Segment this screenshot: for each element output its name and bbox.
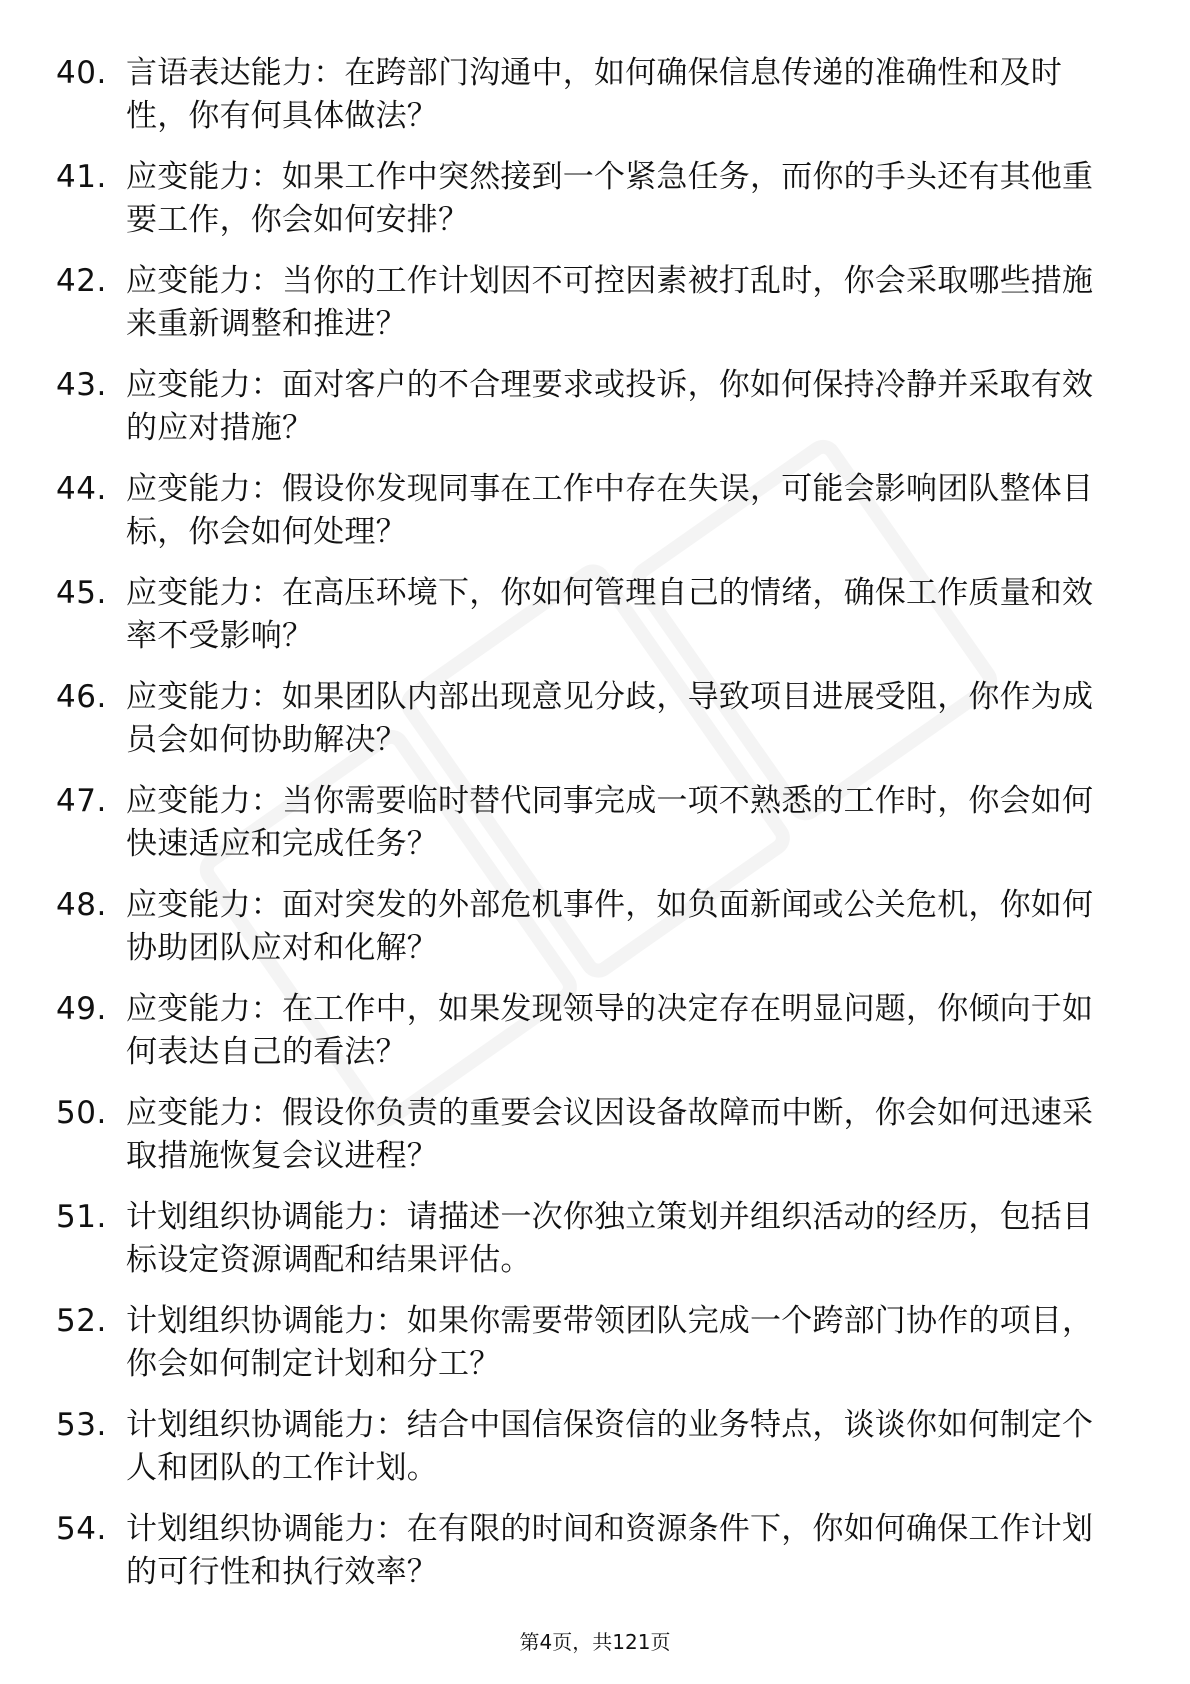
list-item [56,988,1136,1092]
list-item [56,884,1136,988]
question-number: 40. [56,55,107,91]
question-number: 47. [56,783,107,819]
question-number: 46. [56,679,107,715]
question-number: 45. [56,575,107,611]
list-item [56,1092,1136,1196]
question-number: 48. [56,887,107,923]
list-item [56,156,1136,260]
question-text: 应变能力：当你需要临时替代同事完成一项不熟悉的工作时，你会如何快速适应和完成任务？ [126,783,1094,862]
list-item [56,468,1136,572]
question-number: 51. [56,1199,107,1235]
question-number: 49. [56,991,107,1027]
list-item [56,1196,1136,1300]
question-text: 应变能力：假设你负责的重要会议因设备故障而中断，你会如何迅速采取措施恢复会议进程？ [126,1095,1094,1174]
question-number: 41. [56,159,107,195]
question-number: 54. [56,1511,107,1547]
question-text: 应变能力：面对突发的外部危机事件，如负面新闻或公关危机，你如何协助团队应对和化解？ [126,887,1094,966]
list-item [56,1404,1136,1508]
question-list [56,52,1136,1612]
list-item [56,1300,1136,1404]
list-item [56,676,1136,780]
question-text: 计划组织协调能力：如果你需要带领团队完成一个跨部门协作的项目，你会如何制定计划和分工？ [126,1303,1094,1382]
page-footer: 第4页，共121页 [519,1630,671,1654]
question-text: 应变能力：在工作中，如果发现领导的决定存在明显问题，你倾向于如何表达自己的看法？ [126,991,1094,1070]
question-text: 计划组织协调能力：结合中国信保资信的业务特点，谈谈你如何制定个人和团队的工作计划。 [126,1407,1094,1486]
question-number: 52. [56,1303,107,1339]
question-number: 44. [56,471,107,507]
list-item [56,52,1136,156]
question-text: 应变能力：如果工作中突然接到一个紧急任务，而你的手头还有其他重要工作，你会如何安排？ [126,159,1094,238]
list-item [56,572,1136,676]
question-text: 应变能力：面对客户的不合理要求或投诉，你如何保持冷静并采取有效的应对措施？ [126,367,1094,446]
question-text: 言语表达能力：在跨部门沟通中，如何确保信息传递的准确性和及时性，你有何具体做法？ [126,55,1062,134]
question-text: 应变能力：假设你发现同事在工作中存在失误，可能会影响团队整体目标，你会如何处理？ [126,471,1094,550]
question-text: 计划组织协调能力：请描述一次你独立策划并组织活动的经历，包括目标设定资源调配和结果评估。 [126,1199,1094,1278]
list-item [56,260,1136,364]
question-text: 应变能力：当你的工作计划因不可控因素被打乱时，你会采取哪些措施来重新调整和推进？ [126,263,1094,342]
question-number: 42. [56,263,107,299]
question-number: 43. [56,367,107,403]
question-text: 应变能力：在高压环境下，你如何管理自己的情绪，确保工作质量和效率不受影响？ [126,575,1094,654]
list-item [56,1508,1136,1612]
question-number: 50. [56,1095,107,1131]
question-text: 计划组织协调能力：在有限的时间和资源条件下，你如何确保工作计划的可行性和执行效率？ [126,1511,1094,1590]
list-item [56,780,1136,884]
question-text: 应变能力：如果团队内部出现意见分歧，导致项目进展受阻，你作为成员会如何协助解决？ [126,679,1094,758]
list-item [56,364,1136,468]
question-number: 53. [56,1407,107,1443]
